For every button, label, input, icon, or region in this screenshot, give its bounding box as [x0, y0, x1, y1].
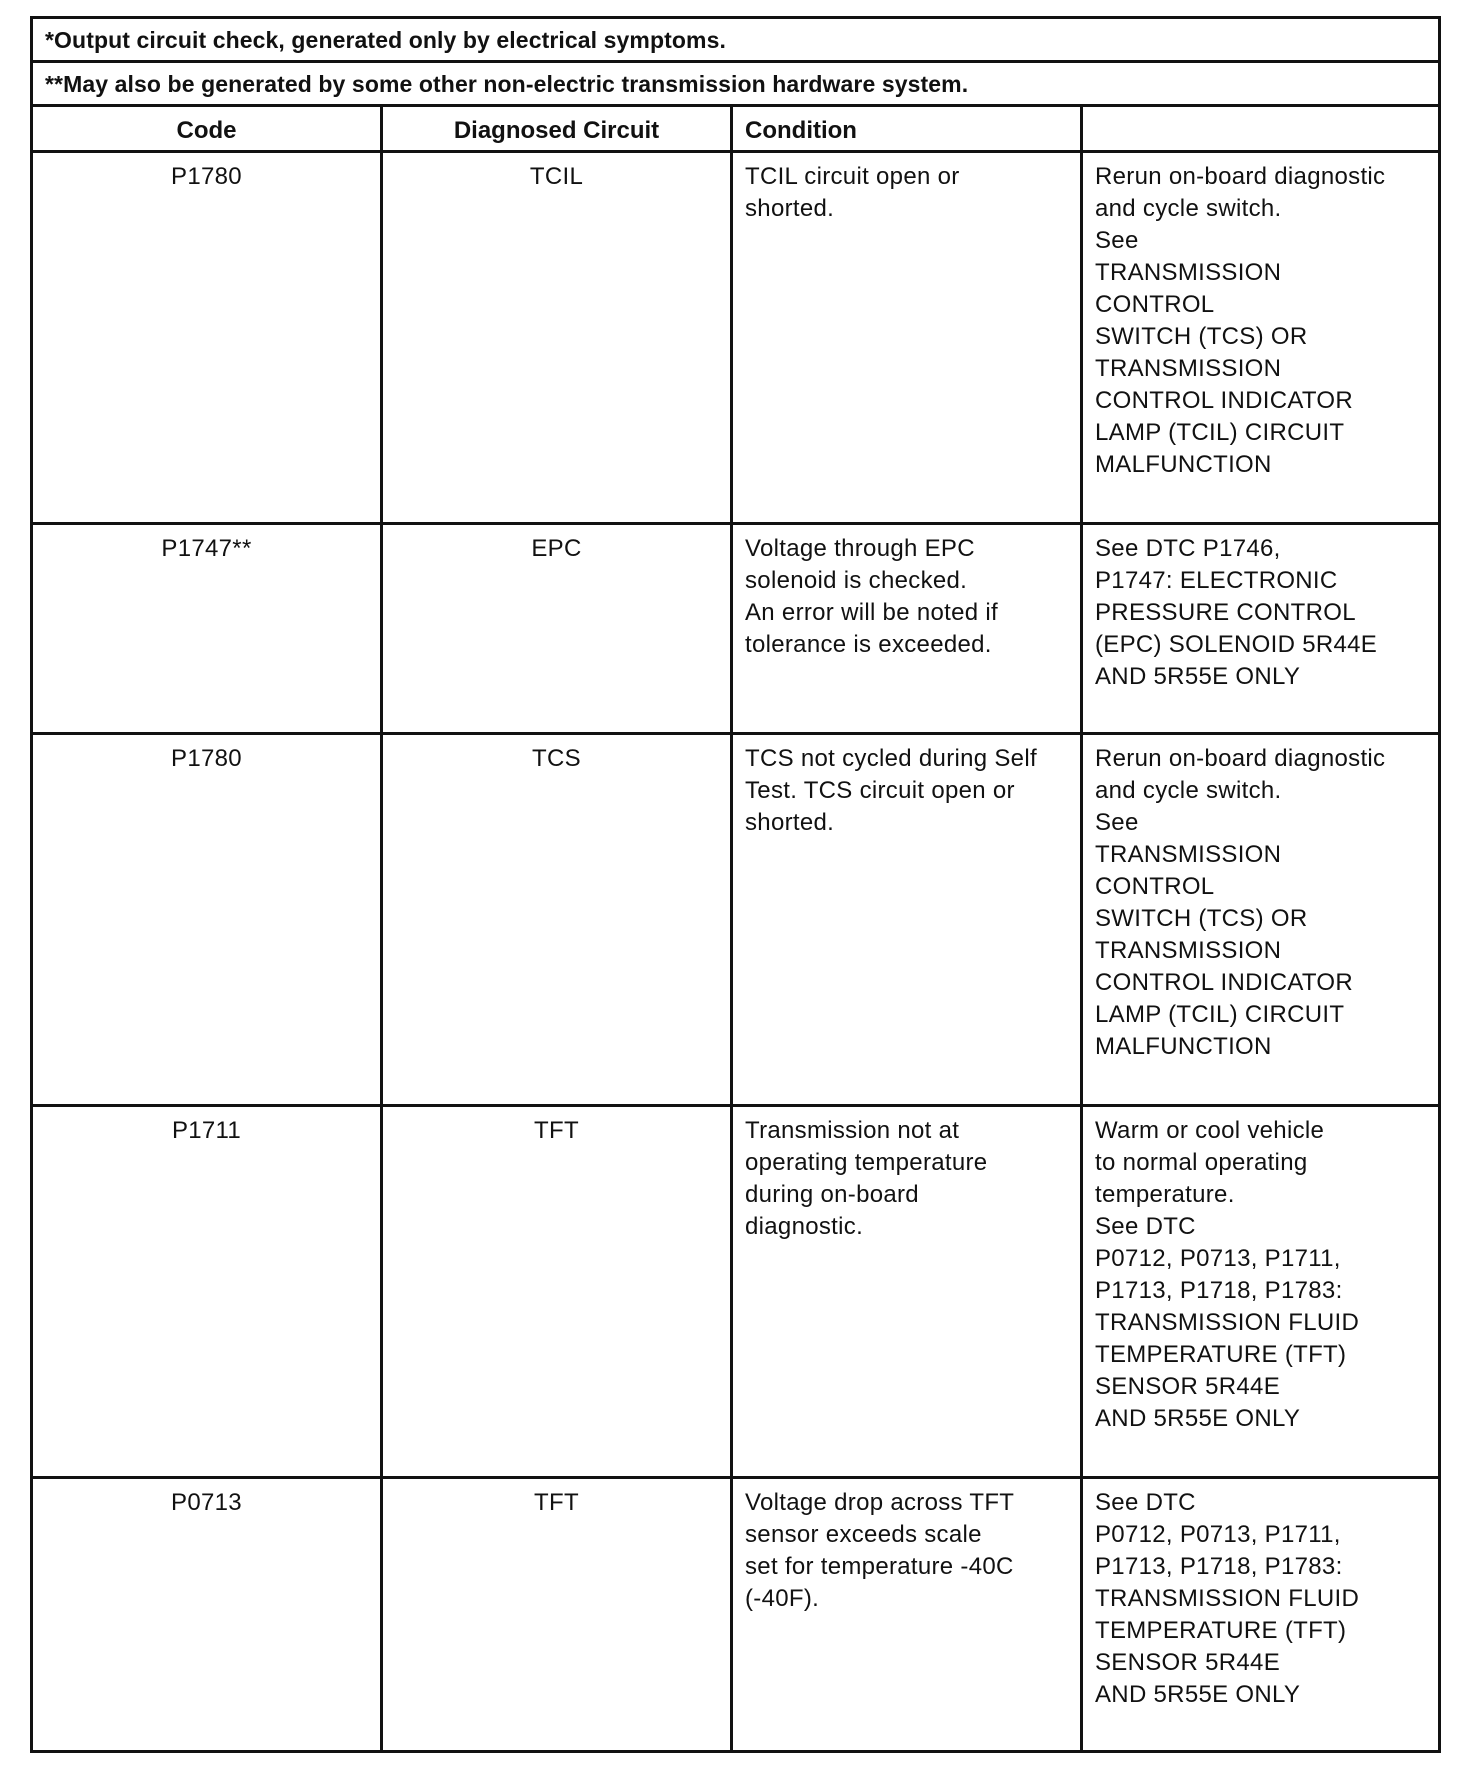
note-row-2: [32, 62, 1440, 106]
action-cell: Rerun on-board diagnostic and cycle switch. See TRANSMISSION CONTROL SWITCH (TCS) OR TRANSMISSION CONTROL INDICATOR LAMP (TCIL) CIRCUIT MALFUNCTION: [1082, 152, 1440, 524]
header-action: [1082, 106, 1440, 152]
circuit-cell: EPC: [382, 524, 732, 734]
table-row: [32, 524, 1440, 734]
action-cell: See DTC P1746, P1747: ELECTRONIC PRESSURE CONTROL (EPC) SOLENOID 5R44E AND 5R55E ONLY: [1082, 524, 1440, 734]
action-cell: See DTC P0712, P0713, P1711, P1713, P1718, P1783: TRANSMISSION FLUID TEMPERATURE (TFT) SENSOR 5R44E AND 5R55E ONLY: [1082, 1478, 1440, 1752]
table-row: [32, 1106, 1440, 1478]
table-row: [32, 152, 1440, 524]
header-condition: Condition: [732, 106, 1082, 152]
header-row: [32, 106, 1440, 152]
circuit-cell: TFT: [382, 1106, 732, 1478]
header-diagnosed-circuit: Diagnosed Circuit: [382, 106, 732, 152]
code-cell: P0713: [32, 1478, 382, 1752]
action-cell: Warm or cool vehicle to normal operating temperature. See DTC P0712, P0713, P1711, P1713, P1718, P1783: TRANSMISSION FLUID TEMPERATURE (TFT) SENSOR 5R44E AND 5R55E ONLY: [1082, 1106, 1440, 1478]
code-cell: P1780: [32, 734, 382, 1106]
header-code: Code: [32, 106, 382, 152]
code-cell: P1780: [32, 152, 382, 524]
action-cell: Rerun on-board diagnostic and cycle switch. See TRANSMISSION CONTROL SWITCH (TCS) OR TRANSMISSION CONTROL INDICATOR LAMP (TCIL) CIRCUIT MALFUNCTION: [1082, 734, 1440, 1106]
circuit-cell: TFT: [382, 1478, 732, 1752]
table-row: [32, 1478, 1440, 1752]
dtc-table: [30, 16, 1441, 1753]
condition-cell: Transmission not at operating temperature during on-board diagnostic.: [732, 1106, 1082, 1478]
condition-cell: TCIL circuit open or shorted.: [732, 152, 1082, 524]
code-cell: P1711: [32, 1106, 382, 1478]
condition-cell: Voltage through EPC solenoid is checked. An error will be noted if tolerance is exceeded.: [732, 524, 1082, 734]
circuit-cell: TCS: [382, 734, 732, 1106]
footnote-non-electric: **May also be generated by some other non-electric transmission hardware system.: [32, 62, 1440, 106]
note-row-1: [32, 18, 1440, 62]
footnote-output-circuit: *Output circuit check, generated only by electrical symptoms.: [32, 18, 1440, 62]
table-row: [32, 734, 1440, 1106]
condition-cell: TCS not cycled during Self Test. TCS circuit open or shorted.: [732, 734, 1082, 1106]
code-cell: P1747**: [32, 524, 382, 734]
circuit-cell: TCIL: [382, 152, 732, 524]
condition-cell: Voltage drop across TFT sensor exceeds scale set for temperature -40C (-40F).: [732, 1478, 1082, 1752]
